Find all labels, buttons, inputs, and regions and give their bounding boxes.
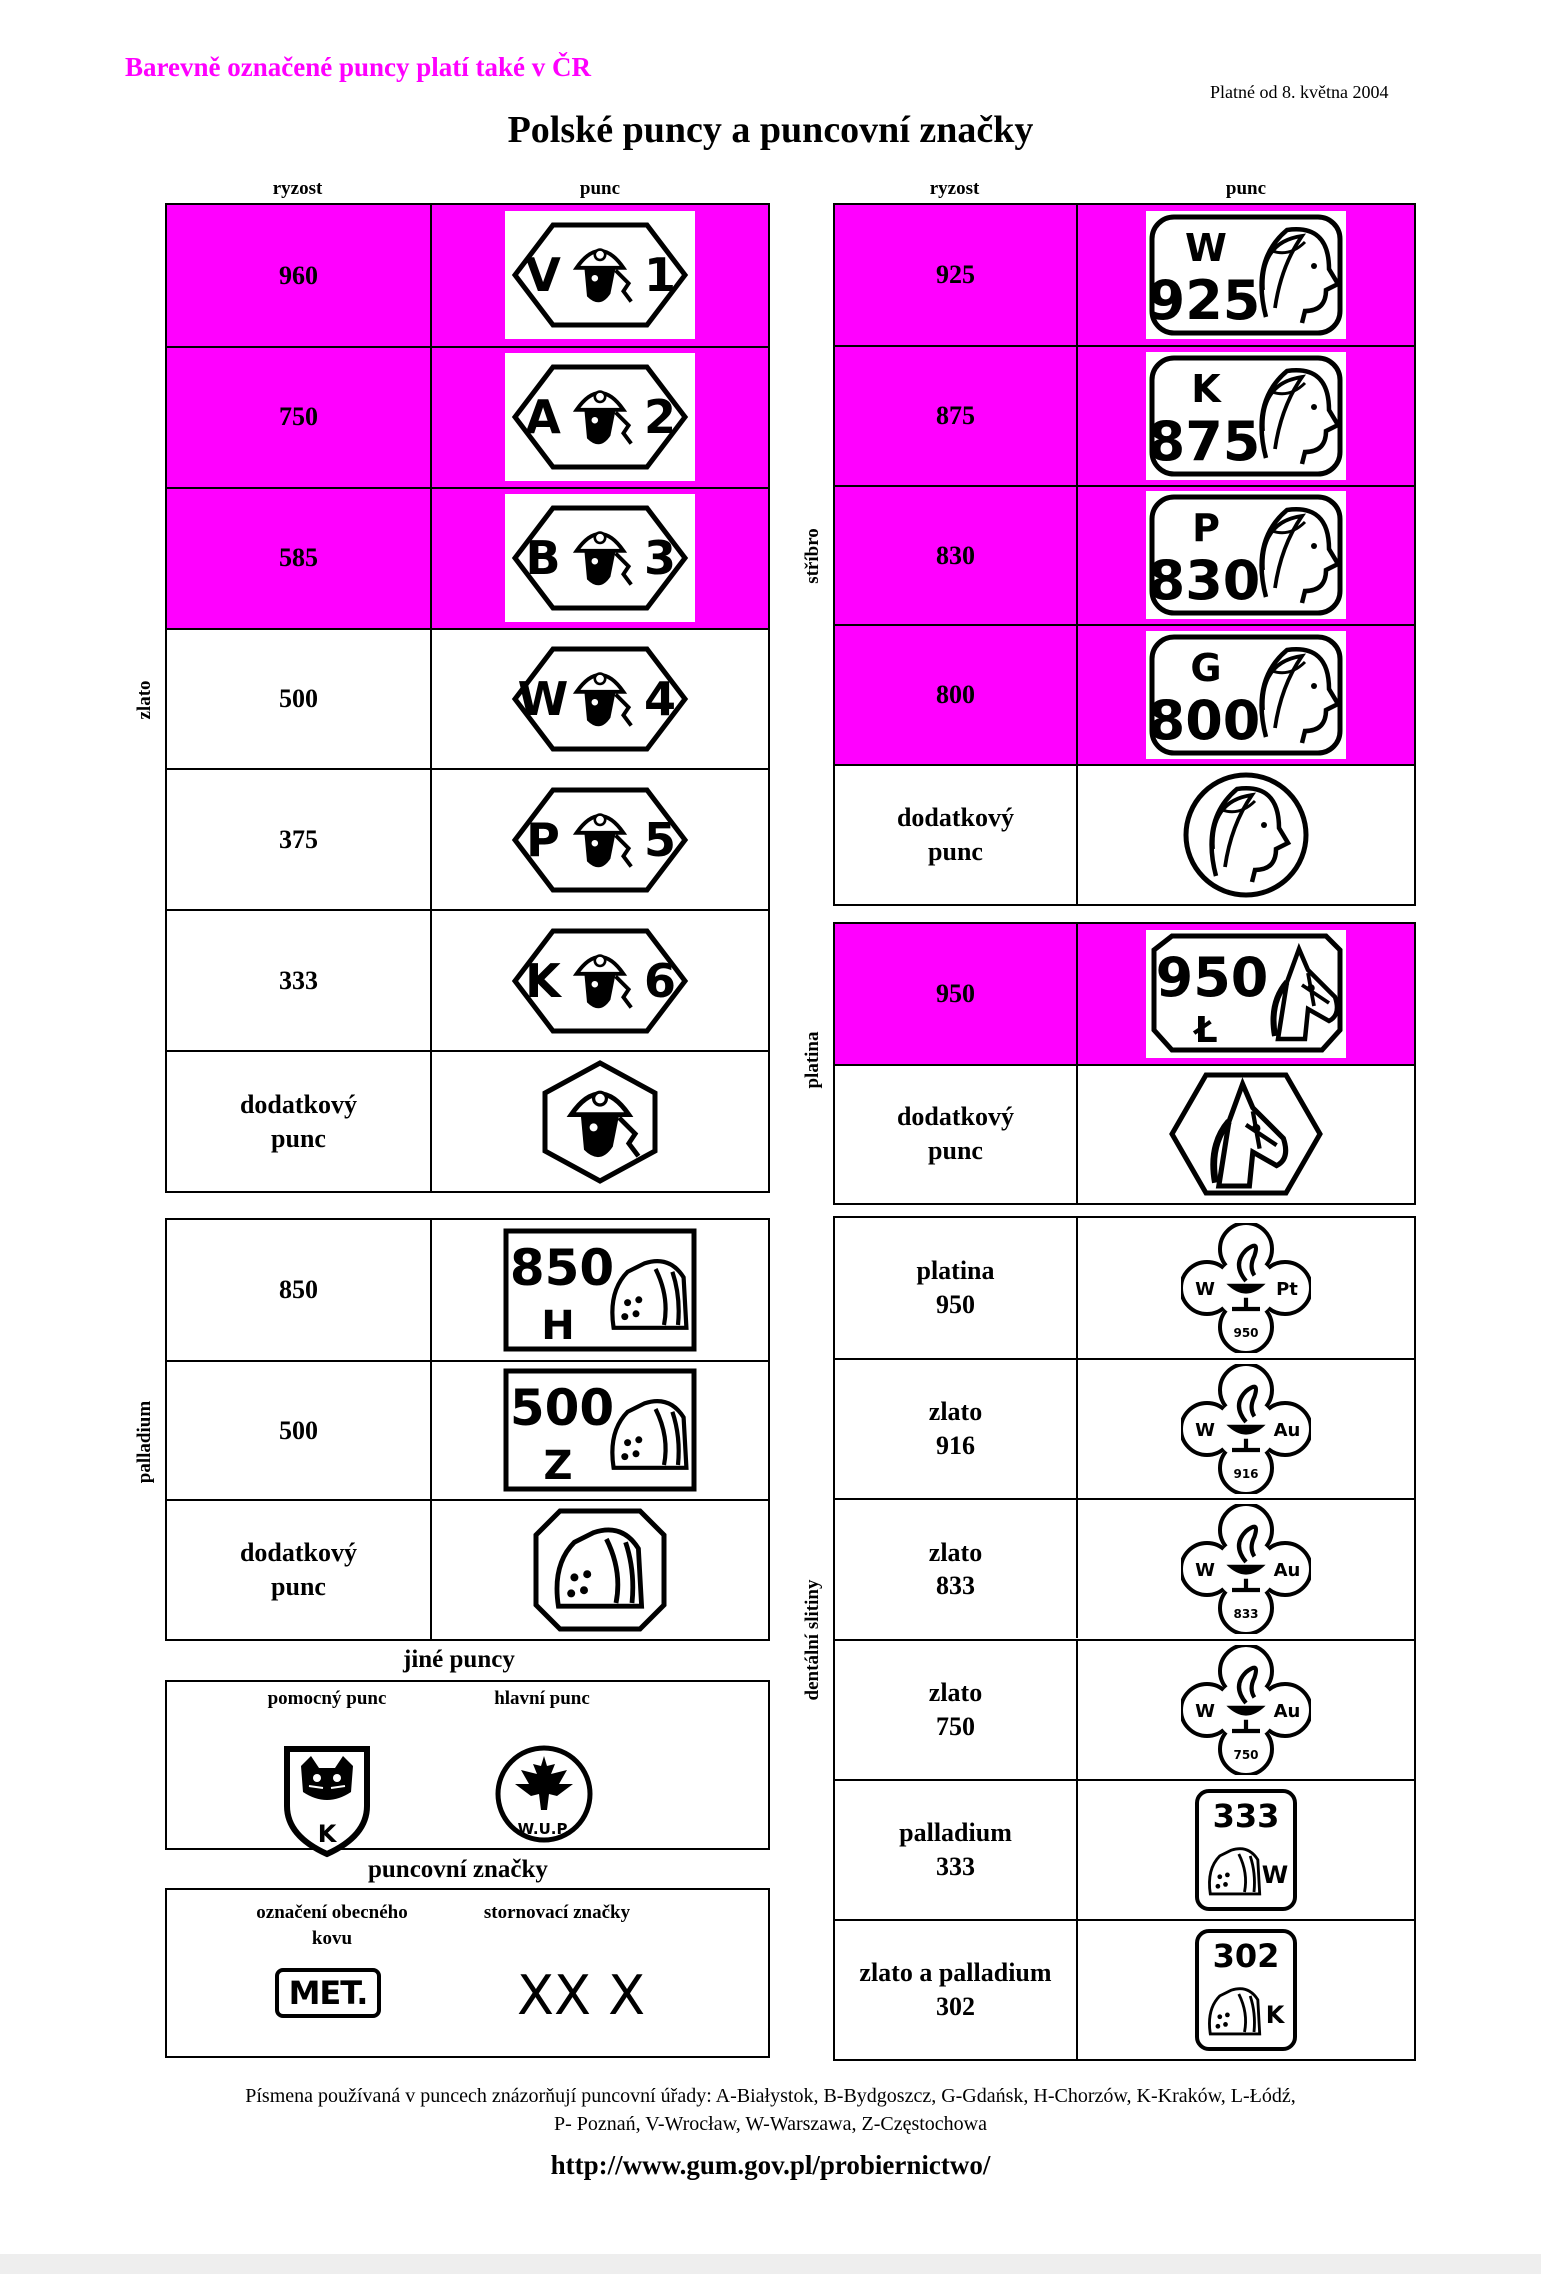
platinum-row <box>835 924 1414 1064</box>
mark-letter: G <box>1190 646 1222 691</box>
mark-letter: Z <box>543 1443 573 1490</box>
hallmark-cell <box>1076 1781 1414 1919</box>
silver-hallmark <box>1146 352 1346 480</box>
woman-head-icon <box>1176 770 1316 900</box>
hallmark-cell <box>1076 1360 1414 1498</box>
mark-number: 950 <box>1155 945 1269 1009</box>
mark-letter: K <box>1191 366 1221 411</box>
silver-hallmark <box>1146 211 1346 339</box>
silver-row <box>835 485 1414 625</box>
auxiliary-mark-label: pomocný punc <box>267 1688 387 1709</box>
punch-signs-box <box>165 1888 770 2058</box>
hallmark-cell <box>1076 487 1414 625</box>
palladium-row <box>167 1220 768 1360</box>
hallmark-cell <box>1076 626 1414 764</box>
gold-row <box>167 1050 768 1191</box>
hallmark-cell <box>430 205 768 346</box>
silver-row <box>835 764 1414 904</box>
mark-letter: Ł <box>1194 1009 1218 1051</box>
header-fineness-left: ryzost <box>272 178 323 199</box>
header-hallmark-right: punc <box>1225 178 1267 199</box>
main-mark-label: hlavní punc <box>494 1688 590 1709</box>
mark-letter: Au <box>1273 1420 1301 1442</box>
label-gold: zlato <box>134 680 155 720</box>
mark-number: 750 <box>1233 1747 1259 1762</box>
dental-hallmark <box>1191 1785 1301 1915</box>
cancel-marks: XX X <box>517 1964 646 2027</box>
footer-url[interactable]: http://www.gum.gov.pl/probiernictwo/ <box>550 2150 991 2180</box>
hallmark-cell <box>430 489 768 628</box>
mark-letter: Au <box>1273 1700 1301 1722</box>
mark-number: 5 <box>643 812 677 867</box>
platinum-row <box>835 1064 1414 1204</box>
mark-number: 333 <box>1212 1796 1280 1835</box>
fineness-cell: platina 950 <box>916 1256 995 1320</box>
gold-hallmark <box>505 211 695 339</box>
hallmark-cell <box>430 1501 768 1639</box>
mark-letter: B <box>525 531 561 586</box>
fineness-cell: 830 <box>936 540 975 570</box>
eagle-emblem-icon <box>487 1744 602 1844</box>
fineness-cell: 925 <box>936 260 975 289</box>
fineness-cell: 950 <box>936 978 975 1008</box>
base-metal-mark: MET. <box>275 1968 381 2018</box>
fineness-cell: 500 <box>279 1415 318 1445</box>
dental-row <box>835 1779 1414 1919</box>
hallmark-cell <box>430 911 768 1050</box>
gold-row <box>167 909 768 1050</box>
cancel-marks-label: stornovací značky <box>483 1902 631 1923</box>
label-silver: stříbro <box>802 528 823 584</box>
palladium-row <box>167 1499 768 1639</box>
label-dental: dentální slitiny <box>802 1579 823 1701</box>
gold-hallmark <box>505 776 695 904</box>
hallmark-cell <box>1076 205 1414 345</box>
fineness-cell: zlato 750 <box>928 1677 983 1741</box>
fineness-cell: 500 <box>279 684 318 714</box>
base-metal-label: označení obecného kovu <box>256 1902 408 1949</box>
dental-hallmark <box>1191 1925 1301 2055</box>
mark-number: 302 <box>1212 1936 1280 1975</box>
fineness-cell: 960 <box>279 260 318 290</box>
mark-letter: Au <box>1273 1560 1301 1582</box>
header-fineness-right: ryzost <box>929 178 980 199</box>
mark-number: 875 <box>1147 409 1261 473</box>
gold-row <box>167 628 768 769</box>
mark-number: 2 <box>643 390 677 445</box>
dental-row <box>835 1498 1414 1638</box>
platinum-hallmark <box>1146 930 1346 1058</box>
palladium-table <box>165 1218 770 1641</box>
hallmark-cell <box>430 1220 768 1360</box>
hallmark-cell <box>1076 1500 1414 1638</box>
fineness-cell: 333 <box>279 965 318 995</box>
silver-hallmark <box>1146 491 1346 619</box>
dental-row <box>835 1358 1414 1498</box>
gold-hallmark <box>505 635 695 763</box>
footer-line-2: P- Poznań, V-Wrocław, W-Warszawa, Z-Częstochowa <box>553 2113 987 2135</box>
gold-row <box>167 346 768 487</box>
fineness-cell: palladium 333 <box>899 1817 1012 1881</box>
mark-letter: W <box>1261 1860 1289 1889</box>
hallmark-cell <box>430 770 768 909</box>
mark-number: 6 <box>643 953 677 1008</box>
fineness-cell: dodatkový punc <box>896 803 1015 867</box>
mark-letter: A <box>525 390 561 445</box>
mark-letter: W <box>1195 1700 1215 1722</box>
page-title: Polské puncy a puncovní značky <box>507 109 1034 151</box>
fineness-cell: dodatkový punc <box>239 1089 358 1153</box>
mark-letter: Pt <box>1276 1279 1298 1301</box>
label-platinum: platina <box>802 1031 823 1089</box>
silver-row <box>835 205 1414 345</box>
dental-hallmark <box>1181 1364 1311 1494</box>
hallmark-cell <box>430 1362 768 1500</box>
mark-letter: W <box>1195 1420 1215 1442</box>
gold-row <box>167 487 768 628</box>
dental-row <box>835 1919 1414 2059</box>
mark-letter: P <box>526 812 560 867</box>
gold-table <box>165 203 770 1193</box>
silver-table <box>833 203 1416 906</box>
fineness-cell: 875 <box>936 400 975 430</box>
hallmark-cell <box>430 348 768 487</box>
hallmark-cell <box>1076 1218 1414 1358</box>
hallmark-cell <box>430 1052 768 1191</box>
gold-row <box>167 768 768 909</box>
mark-number: 500 <box>509 1379 615 1438</box>
mark-letter: P <box>1192 506 1220 551</box>
mark-number: 833 <box>1233 1607 1259 1622</box>
fineness-cell: 850 <box>279 1274 318 1304</box>
mark-letter: H <box>541 1302 575 1349</box>
platinum-table <box>833 922 1416 1205</box>
fineness-cell: 800 <box>936 680 975 710</box>
dental-row <box>835 1639 1414 1779</box>
dental-row <box>835 1218 1414 1358</box>
note-text: Barevně označené puncy platí také v ČR <box>125 52 591 82</box>
mark-number: 1 <box>643 248 677 303</box>
dental-hallmark <box>1181 1504 1311 1634</box>
hallmark-cell <box>1076 1921 1414 2059</box>
hallmark-cell <box>1076 347 1414 485</box>
mark-number: 3 <box>643 531 677 586</box>
header-hallmark-left: punc <box>579 178 621 199</box>
cat-head-shield-icon <box>279 1744 375 1859</box>
hallmark-cell <box>430 630 768 769</box>
other-marks-title: jiné puncy <box>395 1646 523 1674</box>
fineness-cell: zlato a palladium 302 <box>859 1958 1052 2021</box>
gold-hallmark <box>505 353 695 481</box>
fineness-cell: dodatkový punc <box>239 1538 358 1602</box>
palladium-hallmark <box>500 1225 700 1355</box>
hallmark-cell <box>1076 766 1414 904</box>
gold-hallmark <box>505 917 695 1045</box>
main-mark-text: W.U.P. <box>517 1820 571 1838</box>
other-marks-box <box>165 1680 770 1850</box>
bottom-strip <box>0 2254 1541 2274</box>
palladium-row <box>167 1360 768 1500</box>
mark-letter: W <box>1195 1279 1215 1301</box>
silver-hallmark <box>1146 631 1346 759</box>
gold-row <box>167 205 768 346</box>
fineness-cell: dodatkový punc <box>896 1102 1015 1166</box>
valid-date: Platné od 8. května 2004 <box>1210 82 1389 102</box>
silver-row <box>835 345 1414 485</box>
fineness-cell: 750 <box>279 402 318 432</box>
dental-hallmark <box>1181 1223 1311 1353</box>
horse-head-icon <box>1166 1069 1326 1199</box>
mark-letter: W <box>517 671 569 726</box>
footer-note <box>0 2082 1541 2138</box>
mark-number: 4 <box>643 671 677 726</box>
silver-row <box>835 624 1414 764</box>
mark-letter: K <box>1265 2000 1285 2029</box>
mark-number: 950 <box>1233 1326 1259 1341</box>
mark-number: 916 <box>1233 1467 1259 1482</box>
mark-letter: W <box>1195 1560 1215 1582</box>
hallmark-cell <box>1076 1066 1414 1204</box>
fineness-cell: zlato 916 <box>928 1397 983 1461</box>
mark-number: 830 <box>1147 549 1261 613</box>
mark-letter: K <box>525 953 561 1008</box>
palladium-hallmark <box>500 1365 700 1495</box>
footer-line-1: Písmena používaná v puncech znázorňují puncovní úřady: A-Białystok, B-Bydgoszcz, G-Gdańsk, H-Chorzów, K-Kraków, L-Łódź, <box>245 2085 1296 2107</box>
label-palladium: palladium <box>134 1400 155 1484</box>
hallmark-cell <box>1076 1641 1414 1779</box>
fineness-cell: zlato 833 <box>928 1537 983 1601</box>
mark-letter: V <box>525 248 561 303</box>
dental-table <box>833 1216 1416 2061</box>
auxiliary-mark-letter: K <box>317 1820 337 1848</box>
dental-hallmark <box>1181 1645 1311 1775</box>
mark-number: 800 <box>1147 689 1261 753</box>
mark-number: 925 <box>1147 268 1261 332</box>
mark-number: 850 <box>509 1238 615 1297</box>
dog-head-icon <box>530 1505 670 1635</box>
hallmark-cell <box>1076 924 1414 1064</box>
fineness-cell: 375 <box>279 824 318 854</box>
mark-letter: W <box>1185 225 1227 270</box>
fineness-cell: 585 <box>279 543 318 573</box>
helmet-head-icon <box>535 1057 665 1187</box>
gold-hallmark <box>505 494 695 622</box>
punch-signs-title: puncovní značky <box>360 1856 556 1884</box>
